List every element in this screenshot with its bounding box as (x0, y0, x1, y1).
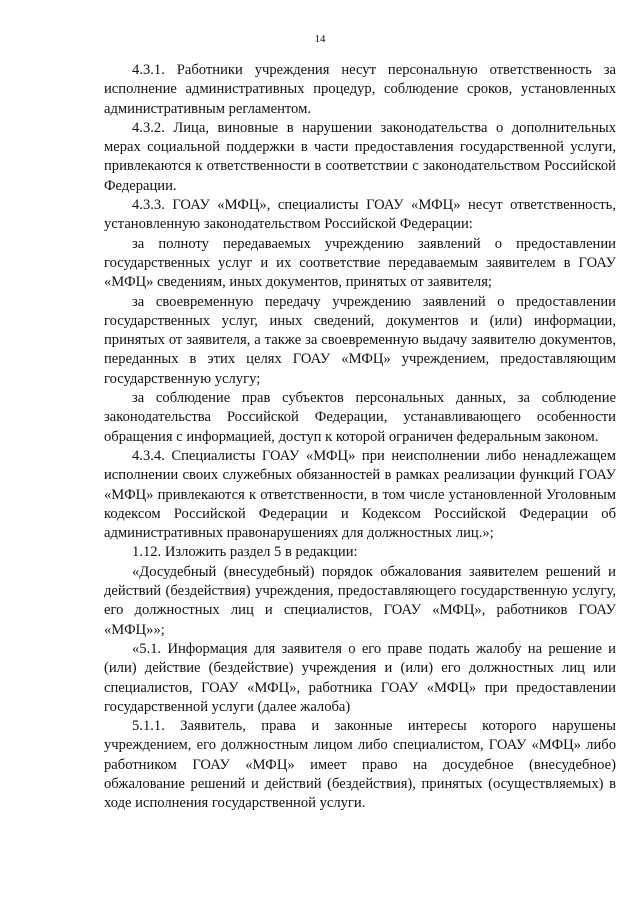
paragraph-5-1: «5.1. Информация для заявителя о его праве подать жалобу на решение и (или) действие (бездействие) учреждения и (или) его должностных лиц или специалистов, ГОАУ «МФЦ», работника ГОАУ «МФЦ» при предоставлении государственной услуги (далее жалоба) (104, 640, 616, 715)
paragraph-personal-data: за соблюдение прав субъектов персональных данных, за соблюдение законодательства Российской Федерации, устанавливающего особенности обращения с информацией, доступ к которой ограничен федеральным законом. (104, 390, 616, 445)
paragraph-4-3-2: 4.3.2. Лица, виновные в нарушении законодательства о дополнительных мерах социальной поддержки в части предоставления государственной услуги, привлекаются к ответственности в соответствии с законодательством Российской Федерации. (104, 119, 616, 194)
section-5-title: «Досудебный (внесудебный) порядок обжалования заявителем решений и действий (бездействия) учреждения, предоставляющего государственную услугу, его должностных лиц и специалистов, ГОАУ «МФЦ», работников ГОАУ «МФЦ»»; (104, 563, 616, 638)
paragraph-completeness: за полноту передаваемых учреждению заявлений о предоставлении государственных услуг и их соответствие передаваемым заявителем в ГОАУ «МФЦ» сведениям, иных документов, принятых от заявителя; (104, 235, 616, 291)
paragraph-1-12: 1.12. Изложить раздел 5 в редакции: (132, 544, 358, 561)
paragraph-5-1-1: 5.1.1. Заявитель, права и законные интересы которого нарушены учреждением, его должностным лицом либо специалистом, ГОАУ «МФЦ» либо работником ГОАУ «МФЦ» имеет право на досудебное (внесудебное) обжалование решений и действий (бездействия), принятых (осуществляемых) в ходе исполнения государственной услуги. (104, 718, 616, 812)
document-body (104, 61, 616, 814)
page-number: 14 (314, 33, 326, 45)
paragraph-4-3-1: 4.3.1. Работники учреждения несут персональную ответственность за исполнение административных процедур, соблюдение сроков, установленных административным регламентом. (104, 62, 616, 117)
paragraph-timely-transfer: за своевременную передачу учреждению заявлений о предоставлении государственных услуг, иных сведений, документов и (или) информации, принятых от заявителя, а также за своевременную выдачу заявителю документов, переданных в этих целях ГОАУ «МФЦ» учреждением, предоставляющим государственную услугу; (104, 293, 616, 387)
paragraph-4-3-4: 4.3.4. Специалисты ГОАУ «МФЦ» при неисполнении либо ненадлежащем исполнении своих служебных обязанностей в рамках реализации функций ГОАУ «МФЦ» привлекаются к ответственности, в том числе установленной Уголовным кодексом Российской Федерации и Кодексом Российской Федерации об административных правонарушениях для должностных лиц.»; (104, 447, 616, 542)
paragraph-4-3-3: 4.3.3. ГОАУ «МФЦ», специалисты ГОАУ «МФЦ» несут ответственность, установленную законодательством Российской Федерации: (104, 197, 616, 233)
